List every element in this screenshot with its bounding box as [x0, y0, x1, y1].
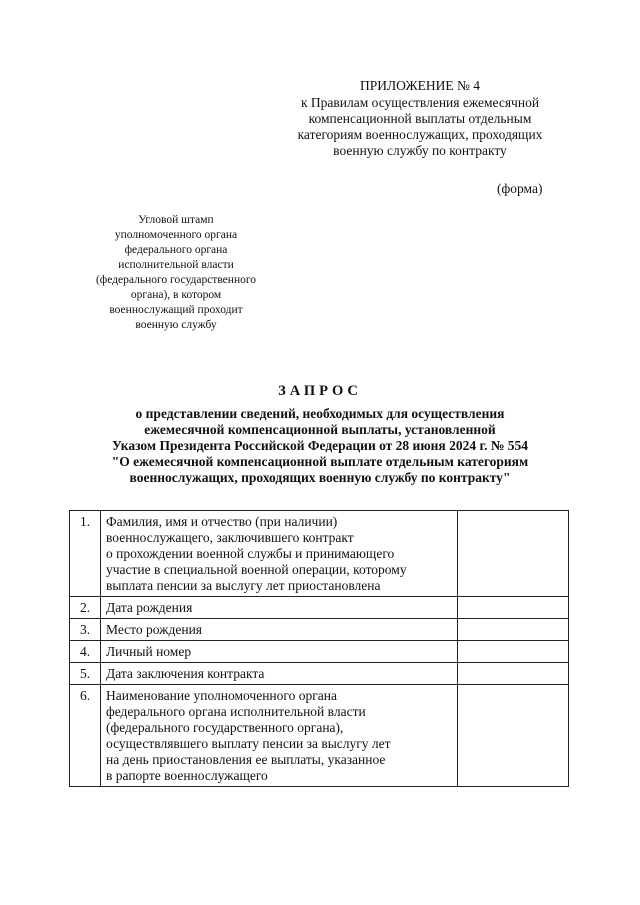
appendix-block [270, 78, 570, 159]
row-description-line: Дата рождения [106, 600, 193, 615]
stamp-line: федерального органа [124, 244, 228, 256]
subtitle-line: военнослужащих, проходящих военную службу по контракту" [129, 470, 511, 485]
table-row [70, 619, 569, 641]
appendix-line: компенсационной выплаты отдельным [308, 111, 532, 126]
row-value-cell[interactable] [458, 685, 569, 787]
row-value-cell[interactable] [458, 663, 569, 685]
row-value-cell[interactable] [458, 641, 569, 663]
row-number: 1. [70, 511, 101, 597]
appendix-line: категориям военнослужащих, проходящих [297, 127, 543, 142]
stamp-line: Угловой штамп [138, 214, 214, 226]
stamp-line: исполнительной власти [118, 259, 234, 271]
row-description-line: участие в специальной военной операции, которому [106, 562, 407, 577]
stamp-line: (федерального государственного [95, 274, 257, 286]
row-description-line: Фамилия, имя и отчество (при наличии) [106, 514, 338, 529]
corner-stamp-block [78, 213, 274, 333]
row-description [101, 511, 458, 597]
row-description [101, 663, 458, 685]
row-description-line: осуществлявшего выплату пенсии за выслугу лет [106, 736, 391, 751]
row-description-line: Наименование уполномоченного органа [106, 688, 337, 703]
row-number: 5. [70, 663, 101, 685]
subtitle-line: Указом Президента Российской Федерации от 28 июня 2024 г. № 554 [111, 438, 529, 453]
row-number: 3. [70, 619, 101, 641]
table-row [70, 597, 569, 619]
subtitle-line: ежемесячной компенсационной выплаты, установленной [144, 422, 496, 437]
row-description [101, 685, 458, 787]
stamp-line: органа), в котором [130, 289, 222, 301]
stamp-line: военную службу [135, 319, 217, 331]
table-row [70, 685, 569, 787]
row-number: 2. [70, 597, 101, 619]
subtitle-line: о представлении сведений, необходимых для осуществления [135, 406, 505, 421]
row-description-line: Место рождения [106, 622, 203, 637]
row-value-cell[interactable] [458, 597, 569, 619]
stamp-line: военнослужащий проходит [109, 304, 243, 316]
row-description-line: (федерального государственного органа), [106, 720, 344, 735]
row-description [101, 597, 458, 619]
row-description-line: выплата пенсии за выслугу лет приостановлена [106, 578, 381, 593]
row-number: 6. [70, 685, 101, 787]
form-label: (форма) [497, 181, 543, 196]
row-description-line: Дата заключения контракта [106, 666, 265, 681]
table-row [70, 663, 569, 685]
table-row [70, 641, 569, 663]
row-number: 4. [70, 641, 101, 663]
table-row [70, 511, 569, 597]
row-description-line: федерального органа исполнительной власти [106, 704, 366, 719]
row-description-line: военнослужащего, заключившего контракт [106, 530, 354, 545]
row-description-line: Личный номер [106, 644, 192, 659]
row-description [101, 619, 458, 641]
appendix-line: военную службу по контракту [333, 143, 507, 158]
document-subtitle [70, 406, 570, 486]
appendix-line: к Правилам осуществления ежемесячной [300, 95, 540, 110]
appendix-heading: ПРИЛОЖЕНИЕ № 4 [359, 78, 481, 93]
request-table [69, 510, 569, 787]
row-value-cell[interactable] [458, 511, 569, 597]
row-description-line: на день приостановления ее выплаты, указанное [106, 752, 386, 767]
stamp-line: уполномоченного органа [114, 229, 238, 241]
row-value-cell[interactable] [458, 619, 569, 641]
row-description-line: о прохождении военной службы и принимающего [106, 546, 395, 561]
subtitle-line: "О ежемесячной компенсационной выплате отдельным категориям [111, 454, 529, 469]
row-description [101, 641, 458, 663]
row-description-line: в рапорте военнослужащего [106, 768, 268, 783]
document-title: ЗАПРОС [278, 383, 362, 399]
